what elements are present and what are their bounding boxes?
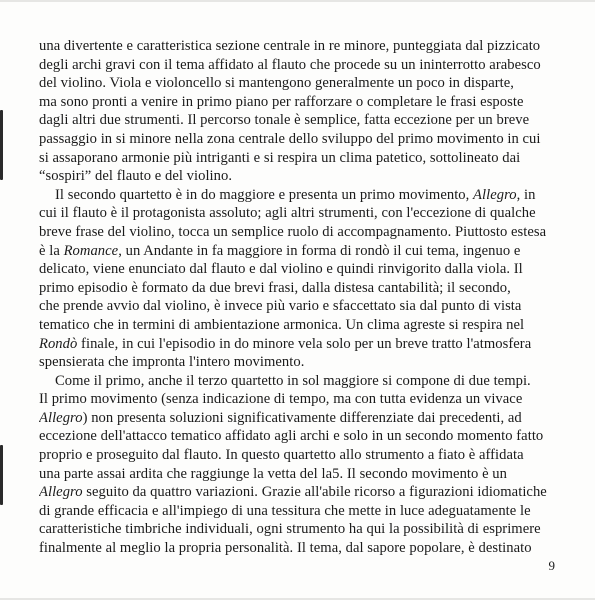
- page-number: 9: [548, 558, 555, 573]
- text-segment: delicato, viene enunciato dal flauto e dal violino e quindi rinvigorito dalla viola. Il: [39, 261, 523, 278]
- text-line: [39, 111, 561, 130]
- text-line: [39, 56, 561, 75]
- text-segment: ) non presenta soluzioni significativamente differenziate dai precedenti, ad: [82, 409, 522, 426]
- italic-text: Rondò: [39, 335, 78, 352]
- text-line: [39, 390, 561, 409]
- text-line: [39, 502, 561, 521]
- text-segment: proprio e proseguito dal flauto. In questo quartetto allo strumento a fiato è affidata: [39, 447, 524, 464]
- text-line: [39, 74, 561, 93]
- text-segment: spensierata che impronta l'intero movimento.: [39, 354, 305, 371]
- text-line: [39, 335, 561, 354]
- text-segment: primo episodio è formato da due brevi frasi, dalla distesa cantabilità; il secondo,: [39, 279, 511, 296]
- page-top-edge: [0, 0, 595, 2]
- text-segment: del violino. Viola e violoncello si mantengono generalmente un poco in disparte,: [39, 75, 515, 92]
- text-line: [39, 316, 561, 335]
- text-line: [39, 297, 561, 316]
- text-line: [39, 204, 561, 223]
- text-line: [39, 260, 561, 279]
- text-segment: Come il primo, anche il terzo quartetto in sol maggiore si compone di due tempi.: [55, 372, 531, 389]
- text-line: [39, 520, 561, 539]
- binding-mark-upper: [0, 110, 3, 180]
- text-segment: eccezione dell'attacco tematico affidato agli archi e solo in un secondo momento fatto: [39, 428, 544, 445]
- text-segment: finale, in cui l'episodio in do minore vela solo per un breve tratto l'atmosfera: [77, 335, 532, 352]
- text-line: [39, 483, 561, 502]
- text-segment: , un Andante in fa maggiore in forma di rondò il cui tema, ingenuo e: [118, 242, 521, 259]
- text-segment: tematico che in termini di ambientazione armonica. Un clima agreste si respira nel: [39, 316, 525, 333]
- text-segment: è la: [39, 242, 64, 259]
- body-text: [39, 37, 561, 558]
- italic-text: Allegro: [39, 484, 83, 501]
- text-segment: di grande efficacia e all'impiego di una tessitura che mette in luce adeguatamente le: [39, 502, 531, 519]
- text-segment: , in: [516, 186, 536, 203]
- text-segment: seguito da quattro variazioni. Grazie all'abile ricorso a figurazioni idiomatiche: [82, 484, 547, 501]
- text-line: [39, 130, 561, 149]
- text-line: [39, 37, 561, 56]
- text-line: [39, 186, 561, 205]
- text-segment: dagli altri due strumenti. Il percorso tonale è semplice, fatta eccezione per un breve: [39, 112, 530, 129]
- text-line: [39, 409, 561, 428]
- text-segment: che prende avvio dal violino, è invece più vario e sfaccettato sia dal punto di vista: [39, 298, 522, 315]
- text-segment: caratteristiche timbriche individuali, ogni strumento ha qui la possibilità di esprimere: [39, 521, 541, 538]
- text-segment: cui il flauto è il protagonista assoluto; agli altri strumenti, con l'eccezione di qualche: [39, 205, 536, 222]
- text-segment: “sospiri” del flauto e del violino.: [39, 168, 233, 185]
- text-segment: Il primo movimento (senza indicazione di tempo, ma con tutta evidenza un vivace: [39, 391, 523, 408]
- text-line: [39, 93, 561, 112]
- text-segment: una parte assai ardita che raggiunge la vetta del la5. Il secondo movimento è un: [39, 465, 507, 482]
- binding-mark-lower: [0, 445, 3, 505]
- italic-text: Romance: [63, 242, 119, 259]
- text-line: [39, 242, 561, 261]
- text-line: [39, 353, 561, 372]
- text-segment: passaggio in si minore nella zona centrale dello sviluppo del primo movimento in cui: [39, 130, 541, 147]
- text-segment: una divertente e caratteristica sezione centrale in re minore, punteggiata dal pizzicato: [39, 38, 541, 54]
- italic-text: Allegro: [39, 409, 83, 426]
- text-segment: breve frase del violino, tocca un semplice ruolo di accompagnamento. Piuttosto estesa: [39, 223, 547, 240]
- text-line: [39, 372, 561, 391]
- text-segment: si assaporano armonie più intriganti e si respira un clima patetico, sottolineato dai: [39, 149, 521, 166]
- text-line: [39, 167, 561, 186]
- text-line: [39, 446, 561, 465]
- text-line: [39, 465, 561, 484]
- text-segment: Il secondo quartetto è in do maggiore e presenta un primo movimento,: [55, 186, 474, 203]
- text-line: [39, 149, 561, 168]
- text-segment: finalmente al meglio la propria personalità. Il tema, dal sapore popolare, è destinato: [39, 540, 532, 557]
- text-segment: degli archi gravi con il tema affidato al flauto che procede su un ininterrotto arabesco: [39, 56, 541, 73]
- text-segment: ma sono pronti a venire in primo piano per rafforzare o completare le frasi esposte: [39, 93, 524, 110]
- text-line: [39, 279, 561, 298]
- italic-text: Allegro: [473, 186, 517, 203]
- text-line: [39, 539, 561, 558]
- text-line: [39, 427, 561, 446]
- text-line: [39, 223, 561, 242]
